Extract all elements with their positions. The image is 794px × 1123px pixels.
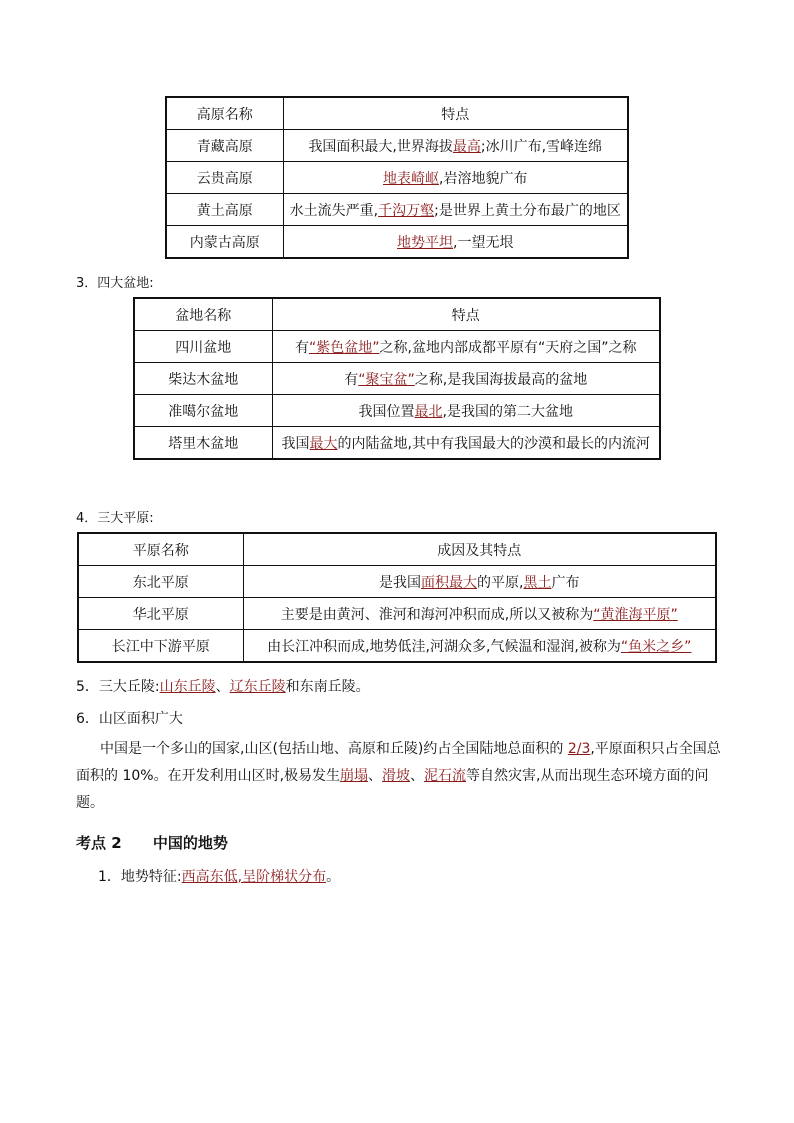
highlighted-text: 最北 [414, 403, 443, 420]
column-header: 特点 [272, 298, 660, 331]
row-name-cell: 青藏高原 [166, 130, 283, 162]
table-row [166, 162, 628, 194]
highlighted-text: “紫色盆地” [309, 339, 380, 356]
row-name-cell: 柴达木盆地 [134, 363, 272, 395]
text-segment: 、 [215, 679, 230, 695]
row-feature-cell [272, 427, 660, 460]
row-feature-cell [272, 331, 660, 363]
highlighted-text: 地势平坦 [397, 234, 454, 251]
highlighted-text: 泥石流 [424, 768, 467, 784]
text-segment: ,平原面积只占全国总面积的 10%。在开发利用山区时,极易发生 [76, 741, 721, 784]
column-header: 高原名称 [166, 97, 283, 130]
text-segment: 是我国 [379, 574, 422, 591]
row-name-cell: 准噶尔盆地 [134, 395, 272, 427]
row-feature-cell [283, 194, 628, 226]
text-segment: 由长江冲积而成,地势低洼,河湖众多,气候温和湿润,被称为 [267, 638, 621, 655]
plateau-table-body [166, 97, 628, 258]
text-segment: 有 [344, 371, 359, 388]
kaodian-title [76, 832, 228, 853]
row-name-cell: 黄土高原 [166, 194, 283, 226]
row-name-cell: 华北平原 [78, 598, 243, 630]
hills-line [76, 676, 370, 696]
text-segment: 中国是一个多山的国家,山区(包括山地、高原和丘陵)约占全国陆地总面积的 [100, 741, 568, 757]
kaodian-name: 中国的地势 [152, 834, 228, 852]
plain-table-body [78, 533, 716, 662]
table-row [134, 331, 660, 363]
text-segment: 、 [368, 768, 383, 784]
highlighted-text: 2/3 [567, 741, 591, 757]
row-name-cell: 四川盆地 [134, 331, 272, 363]
highlighted-text: “聚宝盆” [358, 371, 415, 388]
row-name-cell: 长江中下游平原 [78, 630, 243, 663]
text-segment: 有 [295, 339, 309, 356]
highlighted-text: 最高 [452, 138, 481, 155]
text-segment: ,一望无垠 [453, 234, 514, 251]
text-segment: ,岩溶地貌广布 [439, 170, 528, 187]
table-row [78, 630, 716, 663]
text-segment: 水土流失严重, [289, 202, 379, 219]
table-header-row [134, 298, 660, 331]
table-row [78, 598, 716, 630]
column-header: 平原名称 [78, 533, 243, 566]
highlighted-text: 地表崎岖 [383, 170, 440, 187]
highlighted-text: 西高东低,呈阶梯状分布 [181, 869, 327, 885]
column-header: 盆地名称 [134, 298, 272, 331]
table-row [166, 130, 628, 162]
column-header: 特点 [283, 97, 628, 130]
text-segment: 主要是由黄河、淮河和海河冲积而成,所以又被称为 [280, 606, 594, 623]
terrain-line [98, 866, 340, 886]
table-row [134, 427, 660, 460]
basin-table [133, 297, 661, 460]
highlighted-text: 面积最大 [421, 574, 478, 591]
text-segment: 之称,是我国海拔最高的盆地 [414, 371, 588, 388]
text-segment: 1．地势特征: [98, 869, 182, 885]
text-segment: 等自然灾害,从而出现生态环境方面的问题。 [76, 768, 709, 811]
text-segment: 。 [326, 869, 341, 885]
table-row [166, 226, 628, 259]
basin-heading: 3．四大盆地: [76, 276, 154, 291]
table-row [134, 395, 660, 427]
table-row [166, 194, 628, 226]
highlighted-text: 辽东丘陵 [229, 679, 286, 695]
table-row [78, 566, 716, 598]
text-segment: ;是世界上黄土分布最广的地区 [434, 202, 621, 219]
text-segment: 广布 [551, 574, 580, 591]
table-header-row [166, 97, 628, 130]
text-segment: 我国位置 [358, 403, 415, 420]
text-segment: ,是我国的第二大盆地 [442, 403, 573, 420]
row-name-cell: 塔里木盆地 [134, 427, 272, 460]
text-segment: 的内陆盆地,其中有我国最大的沙漠和最长的内流河 [337, 435, 650, 452]
text-segment: 的平原, [477, 574, 524, 591]
kaodian-number: 考点 2 [76, 834, 122, 852]
highlighted-text: 山东丘陵 [159, 679, 216, 695]
text-segment: 和东南丘陵。 [285, 679, 370, 695]
row-name-cell: 云贵高原 [166, 162, 283, 194]
row-feature-cell [283, 130, 628, 162]
highlighted-text: 崩塌 [340, 768, 369, 784]
basin-table-body [134, 298, 660, 459]
column-header: 成因及其特点 [243, 533, 716, 566]
table-header-row [78, 533, 716, 566]
highlighted-text: 千沟万壑 [378, 202, 435, 219]
mountain-paragraph [76, 736, 726, 817]
highlighted-text: 滑坡 [382, 768, 411, 784]
plain-table [77, 532, 717, 663]
text-segment: ;冰川广布,雪峰连绵 [480, 138, 603, 155]
text-segment: 我国面积最大,世界海拔 [308, 138, 453, 155]
plain-heading: 4．三大平原: [76, 511, 154, 526]
row-feature-cell [243, 566, 716, 598]
row-feature-cell [283, 162, 628, 194]
text-segment: 之称,盆地内部成都平原有“天府之国”之称 [379, 339, 637, 356]
row-feature-cell [272, 363, 660, 395]
row-feature-cell [272, 395, 660, 427]
plateau-table [165, 96, 629, 259]
row-name-cell: 东北平原 [78, 566, 243, 598]
row-feature-cell [283, 226, 628, 259]
highlighted-text: “黄淮海平原” [593, 606, 678, 623]
mountain-heading: 6．山区面积广大 [76, 711, 183, 727]
table-row [134, 363, 660, 395]
highlighted-text: 最大 [309, 435, 338, 452]
row-feature-cell [243, 598, 716, 630]
highlighted-text: 黑土 [523, 574, 552, 591]
text-segment: 5．三大丘陵: [76, 679, 160, 695]
row-name-cell: 内蒙古高原 [166, 226, 283, 259]
highlighted-text: “鱼米之乡” [620, 638, 692, 655]
text-segment: 我国 [281, 435, 310, 452]
text-segment: 、 [410, 768, 425, 784]
row-feature-cell [243, 630, 716, 663]
